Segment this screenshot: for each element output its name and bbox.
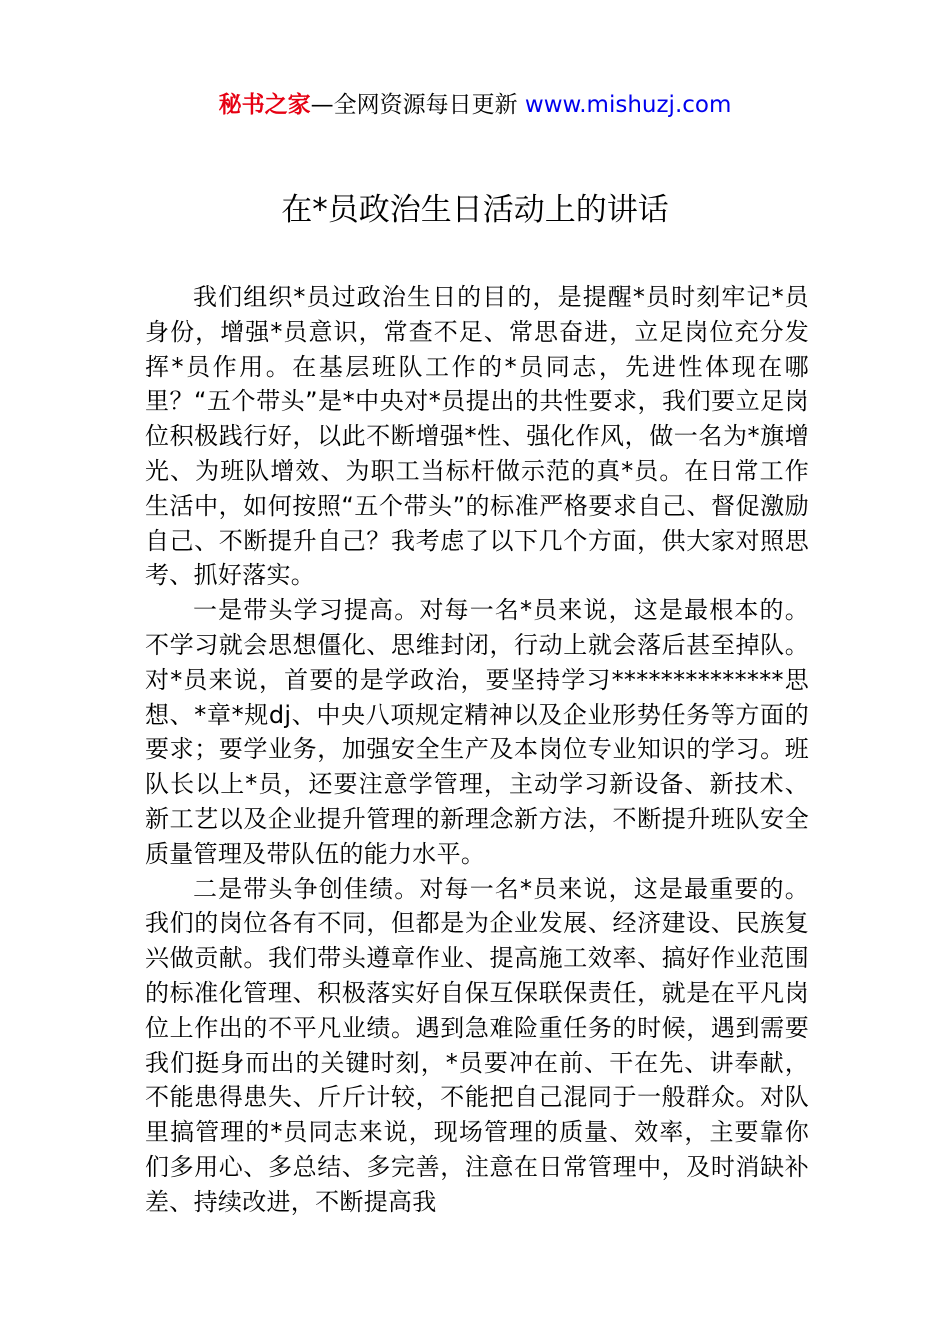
site-url-link[interactable]: www.mishuzj.com xyxy=(524,92,732,118)
document-body xyxy=(145,280,809,1220)
site-tagline: —全网资源每日更新 xyxy=(310,92,525,118)
site-header xyxy=(0,88,950,122)
paragraph-intro: 我们组织*员过政治生日的目的，是提醒*员时刻牢记*员身份，增强*员意识，常查不足、常思奋进，立足岗位充分发挥*员作用。在基层班队工作的*员同志，先进性体现在哪里？“五个带头”是*中央对*员提出的共性要求，我们要立足岗位积极践行好，以此不断增强*性、强化作风，做一名为*旗增光、为班队增效、为职工当标杆做示范的真*员。在日常工作生活中，如何按照“五个带头”的标准严格要求自己、督促激励自己、不断提升自己？我考虑了以下几个方面，供大家对照思考、抓好落实。 xyxy=(145,283,809,590)
paragraph-study: 一是带头学习提高。对每一名*员来说，这是最根本的。不学习就会思想僵化、思维封闭，行动上就会落后甚至掉队。对*员来说，首要的是学政治，要坚持学习**************思想、*章*规dj、中央八项规定精神以及企业形势任务等方面的要求；要学业务，加强安全生产及本岗位专业知识的学习。班队长以上*员，还要注意学管理，主动学习新设备、新技术、新工艺以及企业提升管理的新理念新方法，不断提升班队安全质量管理及带队伍的能力水平。 xyxy=(145,596,809,868)
paragraph-achievement: 二是带头争创佳绩。对每一名*员来说，这是最重要的。我们的岗位各有不同，但都是为企业发展、经济建设、民族复兴做贡献。我们带头遵章作业、提高施工效率、搞好作业范围的标准化管理、积极落实好自保互保联保责任，就是在平凡岗位上作出的不平凡业绩。遇到急难险重任务的时候，遇到需要我们挺身而出的关键时刻，*员要冲在前、干在先、讲奉献，不能患得患失、斤斤计较，不能把自己混同于一般群众。对队里搞管理的*员同志来说，现场管理的质量、效率，主要靠你们多用心、多总结、多完善，注意在日常管理中，及时消缺补差、持续改进，不断提高我 xyxy=(145,874,809,1216)
document-title: 在*员政治生日活动上的讲话 xyxy=(281,192,669,228)
site-brand: 秘书之家 xyxy=(218,92,311,118)
